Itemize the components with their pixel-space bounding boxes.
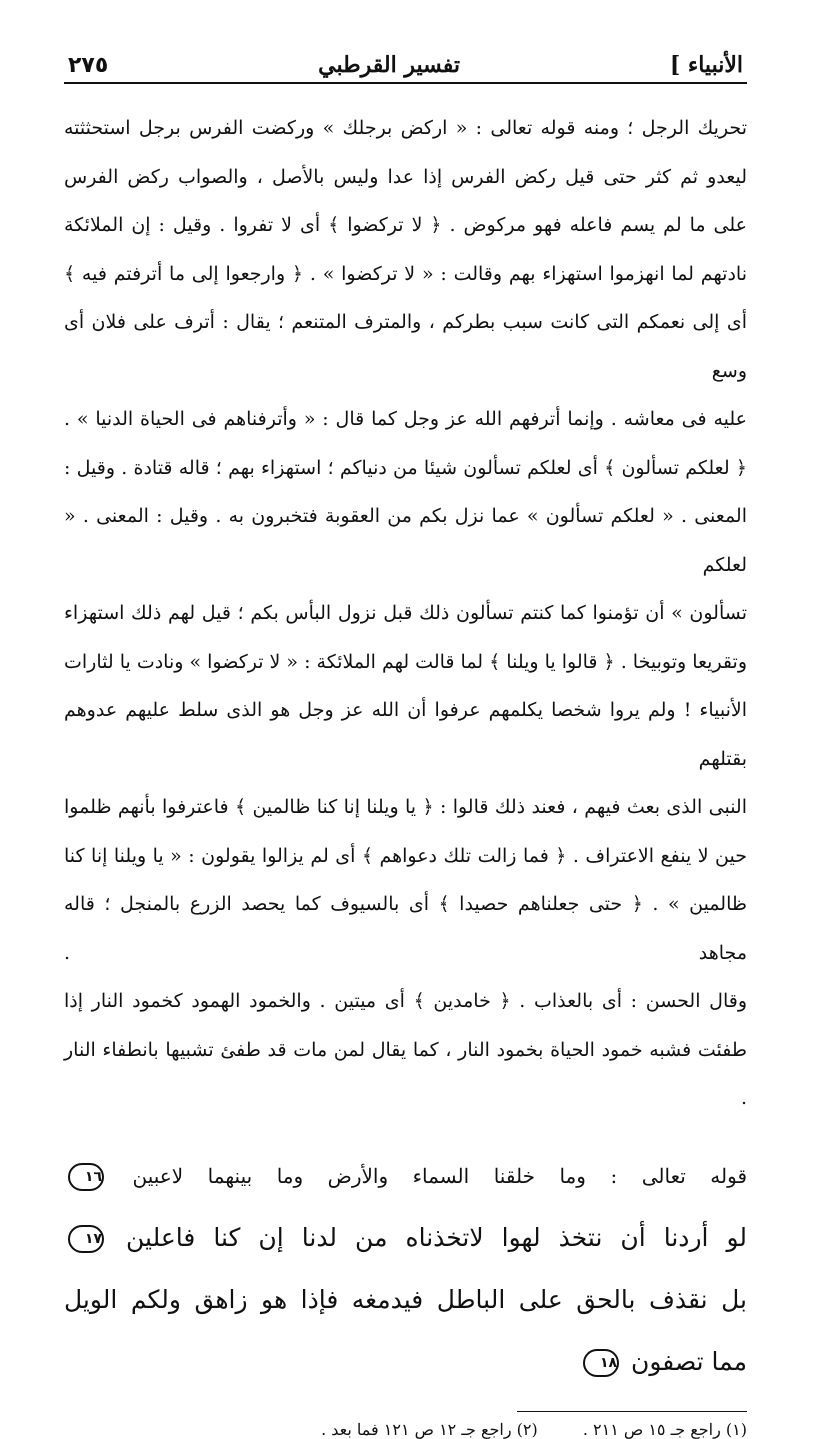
text-line: وتقريعا وتوبيخا . ﴿ قالوا يا ويلنا ﴾ لما قالت لهم الملائكة : « لا تركضوا » ونادت يا لثارات	[64, 650, 747, 673]
text-line: على ما لم يسم فاعله فهو مركوض . ﴿ لا تركضوا ﴾ أى لا تفروا . وقيل : إن الملائكة	[64, 214, 747, 236]
text-line: النبى الذى بعث فيهم ، فعند ذلك قالوا : ﴿ يا ويلنا إنا كنا ظالمين ﴾ فاعترفوا بأنهم ظلموا	[64, 796, 747, 818]
text-line: أى إلى نعمكم التى كانت سبب بطركم ، والمترف المتنعم ؛ يقال : أترف على فلان أى وسع	[64, 311, 747, 382]
text-line: حين لا ينفع الاعتراف . ﴿ فما زالت تلك دعواهم ﴾ أى لم يزالوا يقولون : « يا ويلنا إنا كنا	[64, 844, 747, 867]
text-line: الأنبياء ! ولم يروا شخصا يكلمهم عرفوا أن الله عز وجل هو الذى سلط عليهم عدوهم بقتلهم	[64, 699, 747, 770]
text-line: عليه فى معاشه . وإنما أترفهم الله عز وجل كما قال : « وأترفناهم فى الحياة الدنيا » .	[64, 408, 747, 430]
verse-line	[64, 1145, 747, 1207]
commentary-text	[64, 104, 747, 1123]
page-header	[64, 40, 747, 84]
text-line: طفئت فشبه خمود الحياة بخمود النار ، كما يقال لمن مات قد طفئ تشبيها بانطفاء النار .	[64, 1038, 747, 1109]
text-line: ظالمين » . ﴿ حتى جعلناهم حصيدا ﴾ أى بالسيوف كما يحصد الزرع بالمنجل ؛ قاله مجاهد .	[64, 893, 747, 964]
verse-intro: قوله تعالى :	[610, 1163, 748, 1188]
footnote-2: (٢) راجع جـ ١٢ ص ١٢١ فما بعد .	[321, 1419, 538, 1439]
chapter-title: الأنبياء ]	[669, 52, 743, 78]
text-line: تحريك الرجل ؛ ومنه قوله تعالى : « اركض برجلك » وركضت الفرس برجل استحثثته	[64, 117, 747, 139]
text-line: نادتهم لما انهزموا استهزاء بهم وقالت : « لا تركضوا » . ﴿ وارجعوا إلى ما أترفتم فيه ﴾	[64, 262, 747, 285]
verse-text: بل نقذف بالحق على الباطل فيدمغه فإذا هو زاهق ولكم الويل	[64, 1284, 747, 1314]
ayah-number-marker: ١٦	[68, 1163, 104, 1191]
text-line: المعنى . « لعلكم تسألون » عما نزل بكم من العقوبة فتخبرون به . وقيل : المعنى . « لعلكم	[64, 505, 747, 576]
ayah-number-marker: ١٨	[583, 1349, 619, 1377]
footnote-1: (١) راجع جـ ١٥ ص ٢١١ .	[582, 1419, 747, 1439]
footnote-divider	[517, 1411, 747, 1412]
verse-text: مما تصفون	[631, 1346, 747, 1376]
verse-line	[64, 1331, 747, 1393]
text-line: ﴿ لعلكم تسألون ﴾ أى لعلكم تسألون شيئا من دنياكم ؛ استهزاء بهم ؛ قاله قتادة . وقيل :	[64, 456, 747, 479]
book-title: تفسير القرطبي	[318, 52, 460, 78]
footnotes	[64, 1420, 747, 1439]
verse-line	[64, 1269, 747, 1331]
verse-text: لو أردنا أن نتخذ لهوا لاتخذناه من لدنا إن كنا فاعلين	[126, 1222, 747, 1252]
text-line: وقال الحسن : أى بالعذاب . ﴿ خامدين ﴾ أى ميتين . والخمود الهمود كخمود النار إذا	[64, 990, 747, 1012]
page-number: ٢٧٥	[68, 53, 109, 78]
text-line: ليعدو ثم كثر حتى قيل ركض الفرس إذا عدا وليس بالأصل ، والصواب ركض الفرس	[64, 165, 747, 188]
verse-text: وما خلقنا السماء والأرض وما بينهما لاعبين	[132, 1163, 586, 1188]
quran-verses	[64, 1145, 747, 1393]
text-line: تسألون » أن تؤمنوا كما كنتم تسألون ذلك قبل نزول البأس بكم ؛ قيل لهم ذلك استهزاء	[64, 602, 747, 624]
ayah-number-marker: ١٧	[68, 1225, 104, 1253]
verse-line	[64, 1207, 747, 1269]
